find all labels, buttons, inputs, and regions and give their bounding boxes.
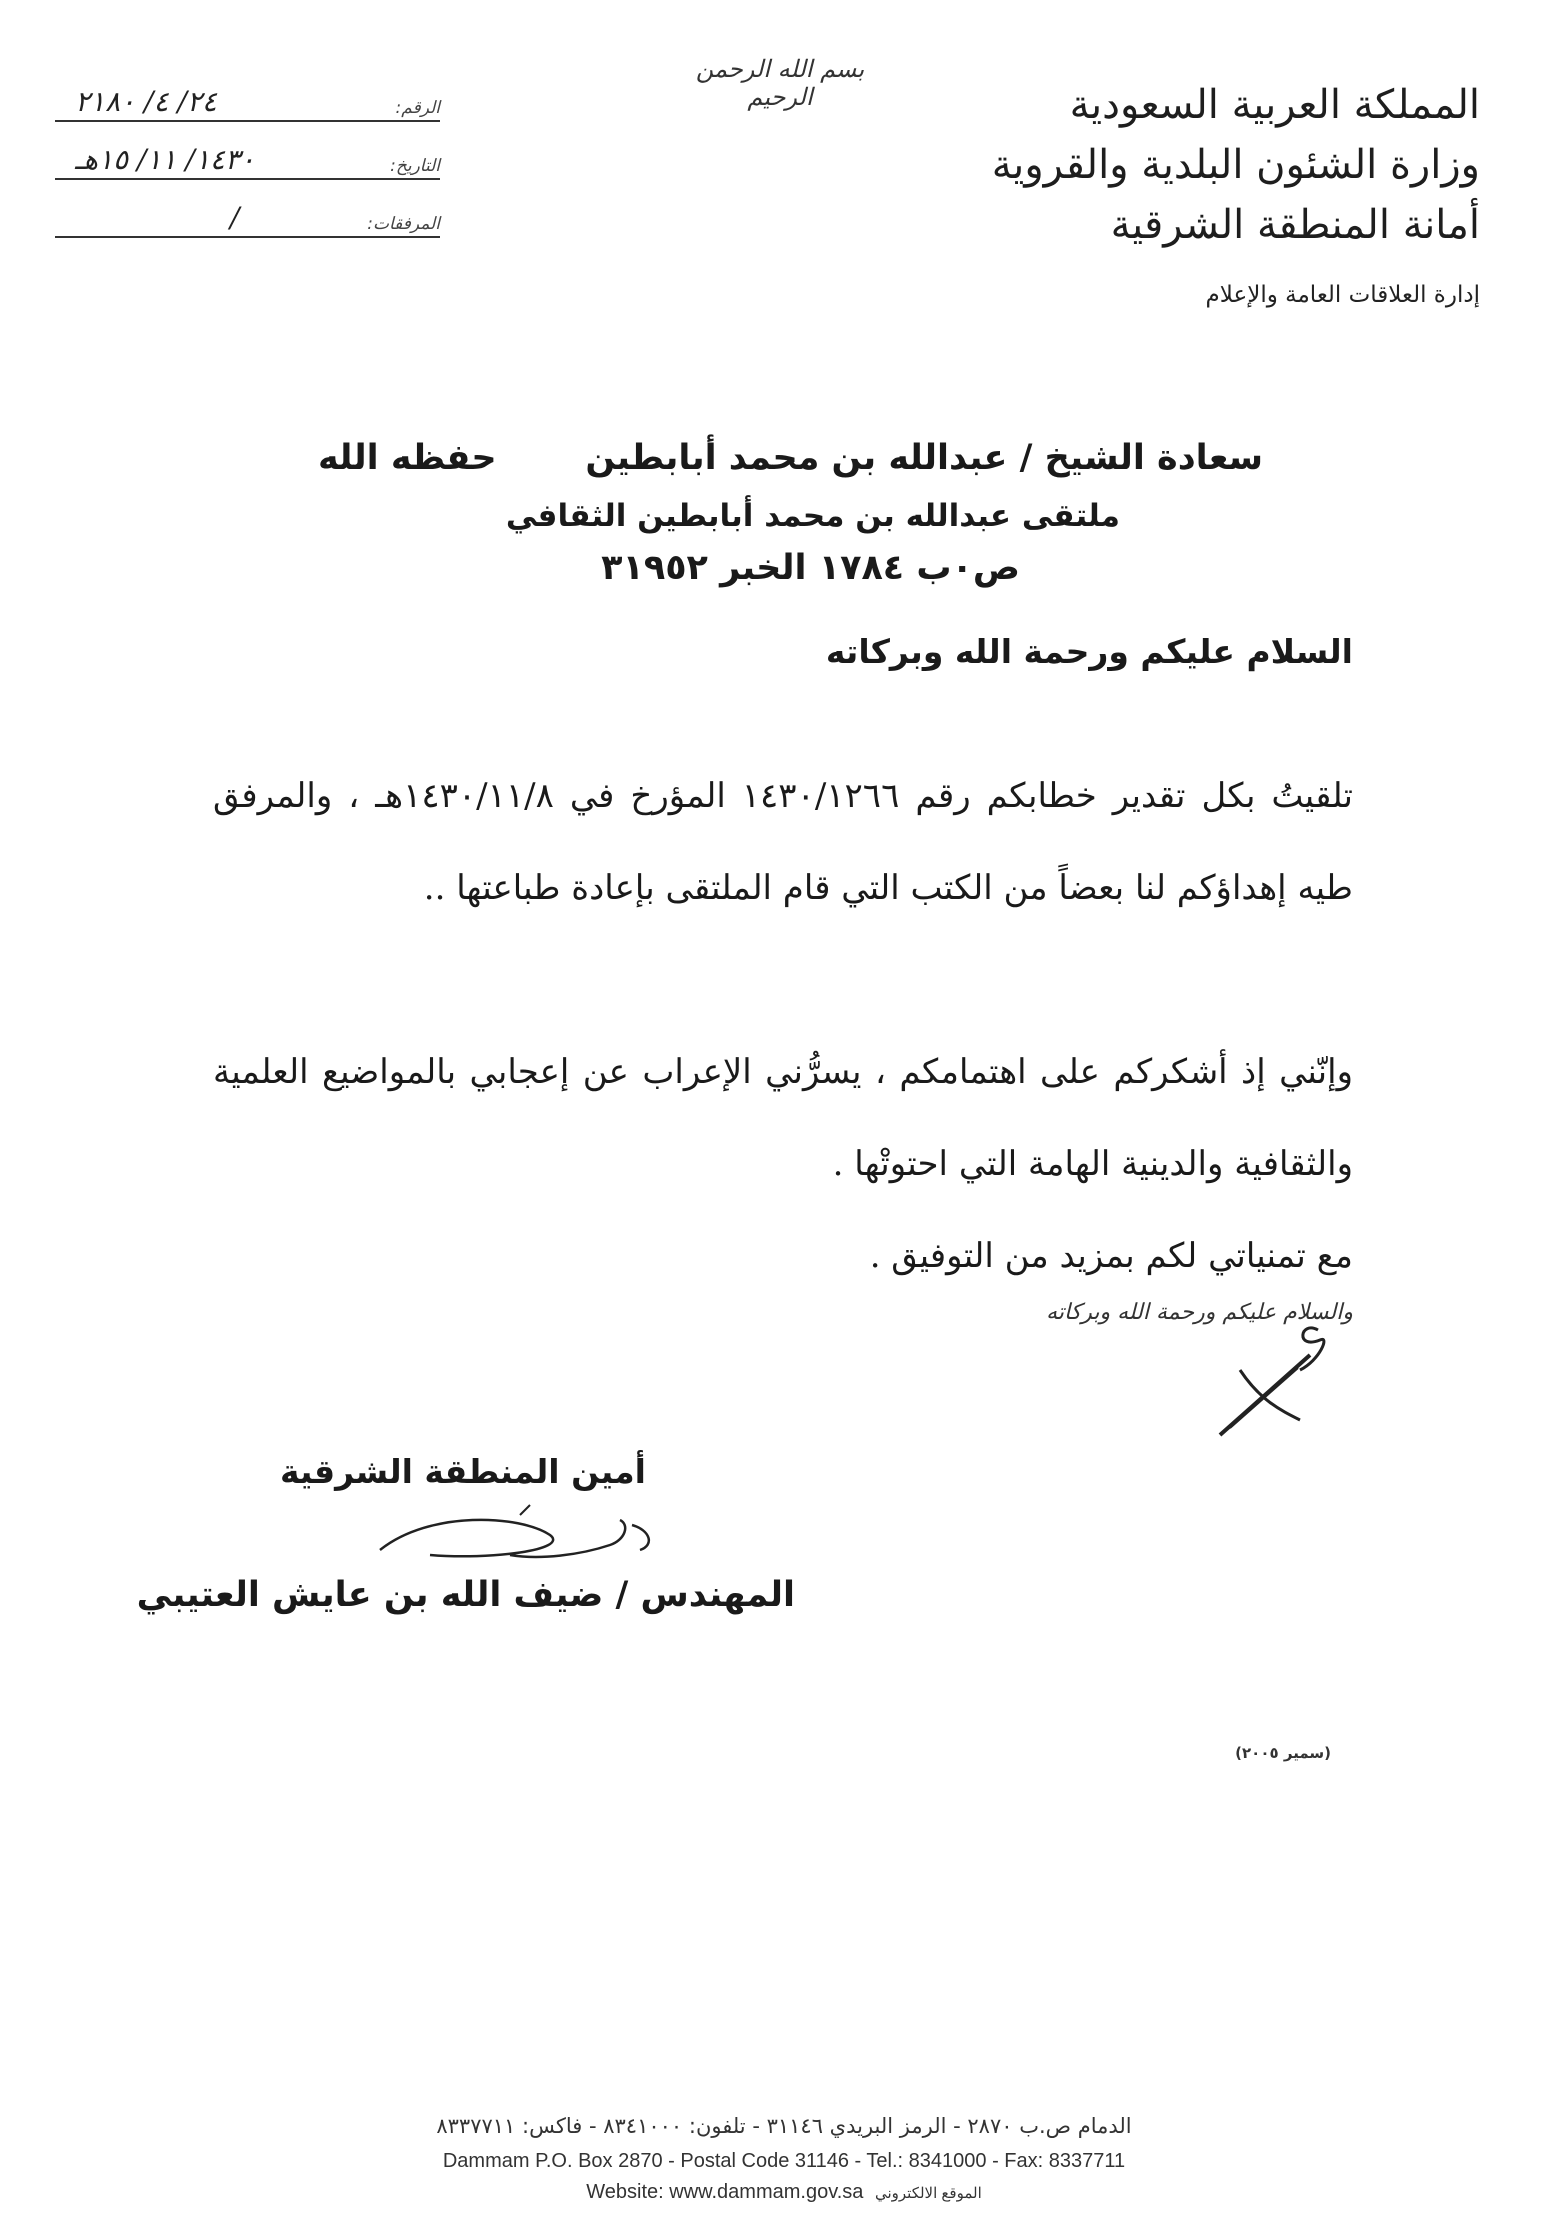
reference-attachments-row [55, 201, 440, 242]
typist-reference-code: (سمير ٢٠٠٥) [1235, 1744, 1331, 1762]
basmala: بسم الله الرحمن الرحيم [695, 55, 865, 111]
reference-date-row [55, 143, 440, 184]
authority-line-municipality: أمانة المنطقة الشرقية [1110, 202, 1480, 248]
handwritten-closing: والسلام عليكم ورحمة الله وبركاته [1046, 1300, 1353, 1325]
reference-number-line [55, 120, 440, 122]
footer-website-label-arabic: الموقع الالكتروني [874, 2185, 982, 2202]
recipient-organization: ملتقى عبدالله بن محمد أبابطين الثقافي [505, 498, 1120, 534]
body-paragraph-1: تلقيتُ بكل تقدير خطابكم رقم ١٤٣٠/١٢٦٦ المؤرخ في ١٤٣٠/١١/٨هـ ، والمرفق طيه إهداؤكم لنا بعضاً من الكتب التي قام الملتقى بإعادة طباعتها .. [213, 776, 1353, 908]
recipient-honorific: حفظه الله [318, 438, 497, 478]
signatory-name: المهندس / ضيف الله بن عايش العتيبي [136, 1575, 795, 1615]
recipient-name: سعادة الشيخ / عبدالله بن محمد أبابطين [585, 438, 1263, 478]
authority-header [992, 75, 1480, 255]
signature-icon [370, 1500, 670, 1570]
footer-english-address: Dammam P.O. Box 2870 - Postal Code 31146 - Tel.: 8341000 - Fax: 8337711 [442, 2150, 1126, 2172]
reference-number-row [55, 85, 440, 126]
reference-date-line [55, 178, 440, 180]
paraph-signature-icon [1200, 1310, 1340, 1440]
authority-line-kingdom: المملكة العربية السعودية [1069, 82, 1480, 128]
reference-attachments-line [55, 236, 440, 238]
footer-website-label: Website: [586, 2181, 664, 2203]
reference-attachments-label: المرفقات: [367, 214, 440, 234]
reference-date-label: التاريخ: [390, 156, 440, 176]
body-paragraph-2: وإنّني إذ أشكركم على اهتمامكم ، يسرُّني الإعراب عن إعجابي بالمواضيع العلمية والثقافية والدينية الهامة التي احتوتْها . [213, 1052, 1353, 1184]
reference-attachments-value: / [230, 201, 242, 234]
footer-arabic-address: الدمام ص.ب ٢٨٧٠ - الرمز البريدي ٣١١٤٦ - تلفون: ٨٣٤١٠٠٠ - فاكس: ٨٣٣٧٧١١ [436, 2114, 1132, 2138]
reference-number-label: الرقم: [395, 98, 440, 118]
reference-number-value: ٢٤/ ٤/ ٢١٨٠ [75, 85, 217, 118]
greeting: السلام عليكم ورحمة الله وبركاته [825, 632, 1353, 671]
reference-date-value: ١٤٣٠/ ١١/ ١٥هـ [75, 143, 255, 176]
footer-website [0, 2181, 1568, 2204]
footer-website-url[interactable]: www.dammam.gov.sa [669, 2181, 864, 2203]
signatory-title: أمين المنطقة الشرقية [280, 1452, 646, 1491]
department-name: إدارة العلاقات العامة والإعلام [1205, 282, 1480, 308]
body-paragraph-3: مع تمنياتي لكم بمزيد من التوفيق . [869, 1236, 1353, 1276]
authority-line-ministry: وزارة الشئون البلدية والقروية [991, 142, 1480, 188]
recipient-address: ص٠ب ١٧٨٤ الخبر ٣١٩٥٢ [601, 548, 1020, 588]
